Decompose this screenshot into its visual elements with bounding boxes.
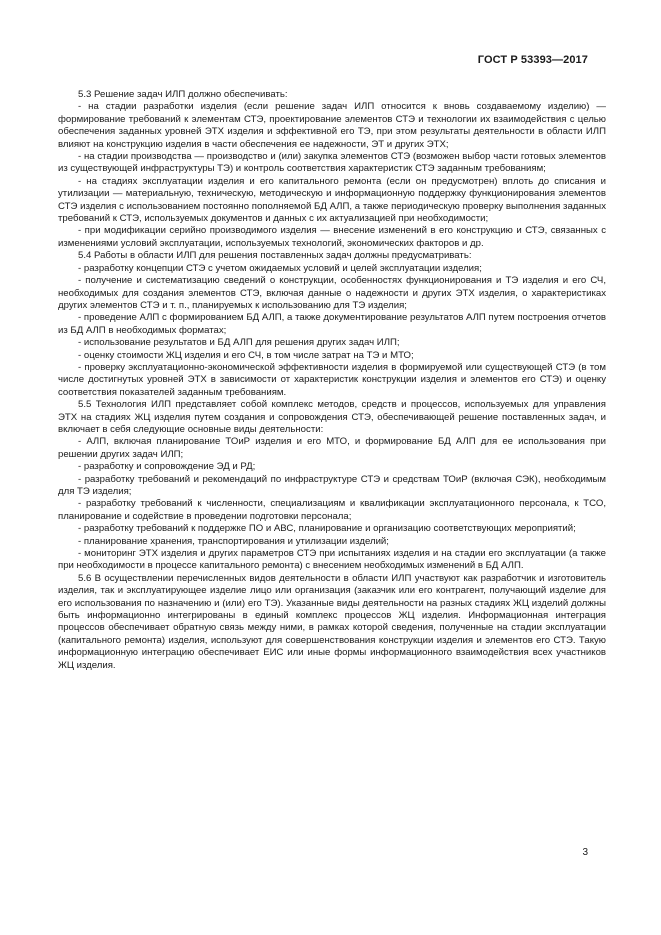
section-5-3-heading: 5.3 Решение задач ИЛП должно обеспечивать: (78, 89, 288, 100)
section-5-5-paragraph: 5.5 Технология ИЛП представляет собой комплекс методов, средств и процессов, используемых для управления ЭТХ на стадиях ЖЦ изделия путем создания и сопровождения СТЭ, обеспечивающей решение поставленных задач, и включает в себя следующие основные виды деятельности: (58, 399, 606, 435)
list-item: - использование результатов и БД АЛП для решения других задач ИЛП; (78, 337, 400, 349)
list-item: - мониторинг ЭТХ изделия и других параметров СТЭ при испытаниях изделия и на стадии его эксплуатации (а также при необходимости в процессе капитального ремонта) с внесением необходимых изменений в БД АЛП. (58, 548, 606, 572)
standard-number: ГОСТ Р 53393—2017 (477, 54, 588, 66)
list-item: - на стадии производства — производство и (или) закупка элементов СТЭ (возможен выбор части готовых элементов из существующей инфраструктуры ТЭ) и контроль соответствия характеристик СТЭ заданным требованиям; (58, 151, 606, 175)
list-item: - разработку и сопровождение ЭД и РД; (78, 461, 256, 473)
list-item: - планирование хранения, транспортирования и утилизации изделий; (78, 535, 389, 547)
section-5-6-paragraph: 5.6 В осуществлении перечисленных видов деятельности в области ИЛП участвуют как разработчик и изготовитель изделия, так и эксплуатирующее изделие лицо или организация (заказчик или его контрагент, получающий изделие для его использования по назначению и (или) его ТЭ). Указанные виды деятельности на разных стадиях ЖЦ изделий должны быть информационно интегрированы в единый комплекс процессов ЖЦ изделия. Информационная интеграция процессов обеспечивает обратную связь между ними, в рамках которой сведения, полученные на стадии эксплуатации (капитального ремонта) изделия, используют для совершенствования конструкции изделия и элементов его СТЭ. Такую информационную интеграцию обеспечивает ЕИС или иные формы информационного взаимодействия всех участников ЖЦ изделия. (58, 572, 606, 671)
list-item: - разработку требований к численности, специализациям и квалификации эксплуатационного персонала, к ТСО, планирование и содействие в проведении подготовки персонала; (58, 498, 606, 522)
list-item: - проверку эксплуатационно-экономической эффективности изделия в формируемой или существующей СТЭ (в том числе достигнутых уровней ЭТХ в зависимости от характеристик конструкции изделия и элементов его СТЭ) и оценку соответствия показателей заданным требованиям. (58, 361, 606, 398)
list-item: - на стадии разработки изделия (если решение задач ИЛП относится к вновь создаваемому изделию) — формирование требований к элементам СТЭ, проектирование элементов СТЭ и технологии их взаимодействия с целью обеспечения заданных уровней ЭТХ изделия и эффективной его ТЭ, при этом результаты деятельности в области ИЛП влияют на конструкцию изделия в части обеспечения ее надежности, ЭТ и других ЭТХ; (58, 101, 606, 150)
list-item: - разработку концепции СТЭ с учетом ожидаемых условий и целей эксплуатации изделия; (78, 262, 482, 274)
list-item: - проведение АЛП с формированием БД АЛП, а также документирование результатов АЛП путем построения отчетов из БД АЛП в необходимых форматах; (58, 312, 606, 336)
list-item: - разработку требований к поддержке ПО и АВС, планирование и организацию соответствующих мероприятий; (78, 523, 576, 535)
document-body (58, 89, 606, 672)
list-item: - на стадиях эксплуатации изделия и его капитального ремонта (если он предусмотрен) вплоть до списания и утилизации — материальную, техническую, методическую и информационную поддержку функционирования элементов СТЭ изделия с использованием постоянно пополняемой БД АЛП, а также периодическую проверку выполнения заданных требований к СТЭ, используемых документов и данных с их актуализацией при необходимости; (58, 175, 606, 225)
list-item: - АЛП, включая планирование ТОиР изделия и его МТО, и формирование БД АЛП для ее использования при решении других задач ИЛП; (58, 436, 606, 460)
list-item: - разработку требований и рекомендаций по инфраструктуре СТЭ и средствам ТОиР (включая СЭК), необходимым для ТЭ изделия; (58, 473, 606, 497)
section-5-4-heading: 5.4 Работы в области ИЛП для решения поставленных задач должны предусматривать: (78, 250, 472, 262)
document-header (478, 54, 588, 66)
list-item: - при модификации серийно производимого изделия — внесение изменений в его конструкцию и СТЭ, связанных с изменениями условий эксплуатации, используемых технологий, экономических факторов и др. (58, 225, 606, 249)
list-item: - оценку стоимости ЖЦ изделия и его СЧ, в том числе затрат на ТЭ и МТО; (78, 349, 414, 361)
list-item: - получение и систематизацию сведений о конструкции, особенностях функционирования и ТЭ изделия и его СЧ, необходимых для создания элементов СТЭ, включая данные о надежности и других ЭТХ изделия, о характеристиках других элементов СТЭ и т. п., планируемых к использованию для ТЭ изделия; (58, 275, 606, 311)
page-number: 3 (582, 847, 588, 858)
